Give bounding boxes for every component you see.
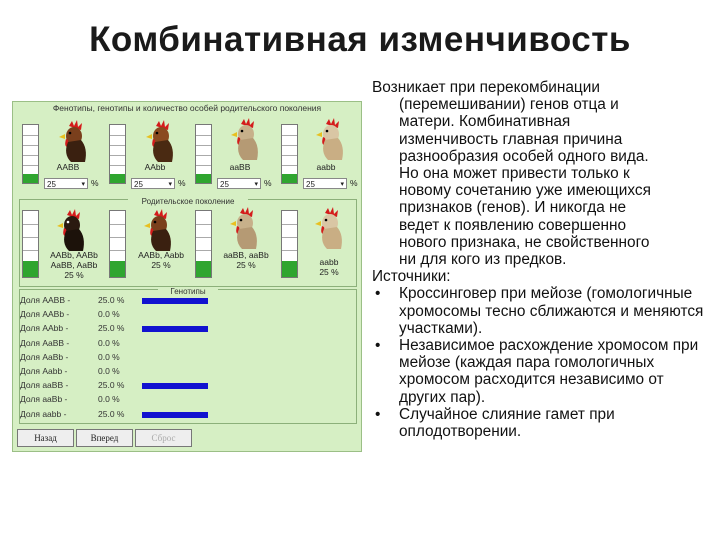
bullet-text: Независимое расхождение хромосом при мейозе (каждая пара гомологичных хромосом расходится независимо от других пар). (399, 337, 699, 406)
genotype-label: Доля aaBB - (20, 380, 69, 391)
tube-fill (23, 174, 38, 183)
genotype-label: Доля AaBb - (20, 351, 69, 362)
percent-sign: % (264, 178, 272, 188)
percent-sign: % (350, 178, 358, 188)
source-bullet-item (372, 285, 714, 337)
genotype-value: 0.0 % (98, 366, 120, 376)
intro-line: Но она может привести только к (399, 165, 630, 183)
rooster-icon (312, 118, 348, 162)
genotype-row (20, 338, 350, 351)
genotype-value: 0.0 % (98, 351, 120, 362)
genotype-label: Доля aaBb - (20, 394, 68, 405)
genetics-simulation-panel (12, 101, 362, 452)
parent-genotype-label: aabb 25 % (319, 257, 339, 277)
back-button[interactable]: Назад (17, 429, 74, 447)
tube-aabb-2 (109, 124, 126, 184)
intro-line: ни для кого из предков. (399, 251, 567, 269)
parent-genotype-label: AABb, AABb AaBB, AaBb 25 % (50, 250, 98, 280)
bullet-text: Кроссинговер при мейозе (гомологичные хромосомы тесно сближаются и меняются участками). (399, 285, 704, 337)
intro-line: признаков (генов). И никогда не (399, 199, 627, 217)
sources-label: Источники: (372, 268, 451, 286)
top-genotype-label: AABB (56, 162, 80, 172)
intro-first-line: Возникает при перекомбинации (372, 79, 600, 96)
intro-line: ведет к появлению совершенно (399, 216, 627, 234)
genotype-row (20, 323, 350, 336)
tube-parent-2 (109, 210, 126, 278)
tube-parent-3 (195, 210, 212, 278)
intro-line: матери. Комбинативная (399, 113, 571, 131)
rooster-icon (55, 120, 91, 164)
genotype-value: 25.0 % (98, 323, 125, 334)
slide-title: Комбинативная изменчивость (89, 20, 631, 59)
description-text (372, 79, 714, 440)
count-select[interactable]: 25 ▾ (44, 178, 88, 189)
reset-button[interactable]: Сброс (135, 429, 192, 447)
top-genotype-label: aabb (316, 162, 336, 172)
intro-line: изменчивость главная причина (399, 130, 623, 148)
genotype-share-bar (142, 412, 208, 418)
rooster-icon (140, 209, 176, 253)
count-select[interactable]: 25 ▾ (131, 178, 175, 189)
rooster-icon (227, 118, 263, 162)
forward-button[interactable]: Вперед (76, 429, 133, 447)
sources-list (372, 285, 714, 440)
top-genotype-label: aaBB (229, 162, 251, 172)
intro-paragraph (372, 79, 714, 268)
source-bullet-item (372, 337, 714, 406)
tube-fill (196, 261, 211, 278)
bullet-icon: • (375, 405, 381, 423)
genotype-row (20, 295, 350, 308)
rooster-icon (311, 207, 347, 251)
chevron-down-icon: ▾ (81, 181, 85, 188)
tube-fill (23, 261, 38, 278)
genotypes-title: Генотипы (158, 287, 218, 296)
intro-line: разнообразия особей одного вида. (399, 147, 649, 165)
tube-fill (282, 174, 297, 183)
parent-genotype-label: aaBB, aaBb 25 % (223, 250, 269, 270)
genotype-row (20, 394, 350, 407)
genotype-value: 25.0 % (98, 380, 125, 391)
panel-caption: Фенотипы, генотипы и количество особей родительского поколения (52, 103, 322, 113)
genotype-share-bar (142, 383, 208, 389)
tube-parent-1 (22, 210, 39, 278)
chevron-down-icon: ▾ (340, 181, 344, 188)
chevron-down-icon: ▾ (168, 181, 172, 188)
genotype-row (20, 366, 350, 379)
genotype-label: Доля AABB - (20, 295, 71, 305)
genotype-label: Доля AAbb - (20, 323, 69, 334)
tube-fill (282, 261, 297, 278)
tube-fill (110, 174, 125, 183)
genotype-label: Доля AABb - (20, 309, 70, 320)
genotype-value: 0.0 % (98, 394, 120, 405)
tube-fill (110, 261, 125, 278)
genotype-row (20, 309, 350, 322)
intro-line: нового признака, не свойственного (399, 233, 650, 251)
rooster-icon (226, 207, 262, 251)
genotype-share-bar (142, 326, 208, 332)
genotype-value: 0.0 % (98, 337, 120, 348)
percent-sign: % (91, 178, 99, 188)
intro-line: (перемешивании) генов отца и (399, 96, 619, 114)
chevron-down-icon: ▾ (254, 181, 258, 188)
source-bullet-item (372, 406, 714, 440)
tube-aabb-1 (22, 124, 39, 184)
rooster-icon (142, 120, 178, 164)
percent-sign: % (178, 178, 186, 188)
bullet-icon: • (375, 337, 381, 355)
parent-generation-title: Родительское поколение (128, 197, 248, 206)
genotype-label: Доля AaBB - (20, 337, 70, 348)
intro-line: новому сочетанию уже имеющихся (399, 182, 651, 200)
tube-fill (196, 174, 211, 183)
genotype-value: 0.0 % (98, 309, 120, 320)
bullet-text: Случайное слияние гамет при оплодотворении. (399, 405, 615, 441)
genotype-row (20, 352, 350, 365)
genotype-row (20, 380, 350, 393)
genotype-value: 25.0 % (98, 408, 125, 419)
count-select[interactable]: 25 ▾ (303, 178, 347, 189)
genotype-label: Доля aabb - (20, 408, 67, 419)
tube-aabb-4 (281, 124, 298, 184)
parent-genotype-label: AABb, Aabb 25 % (138, 250, 184, 270)
tube-aabb-3 (195, 124, 212, 184)
tube-parent-4 (281, 210, 298, 278)
genotype-row (20, 409, 350, 422)
rooster-icon (53, 209, 89, 253)
genotype-label: Доля Aabb - (20, 366, 68, 376)
count-select[interactable]: 25 ▾ (217, 178, 261, 189)
genotype-share-bar (142, 298, 208, 304)
bullet-icon: • (375, 285, 381, 303)
genotype-value: 25.0 % (98, 295, 125, 305)
top-genotype-label: AAbb (144, 162, 166, 172)
